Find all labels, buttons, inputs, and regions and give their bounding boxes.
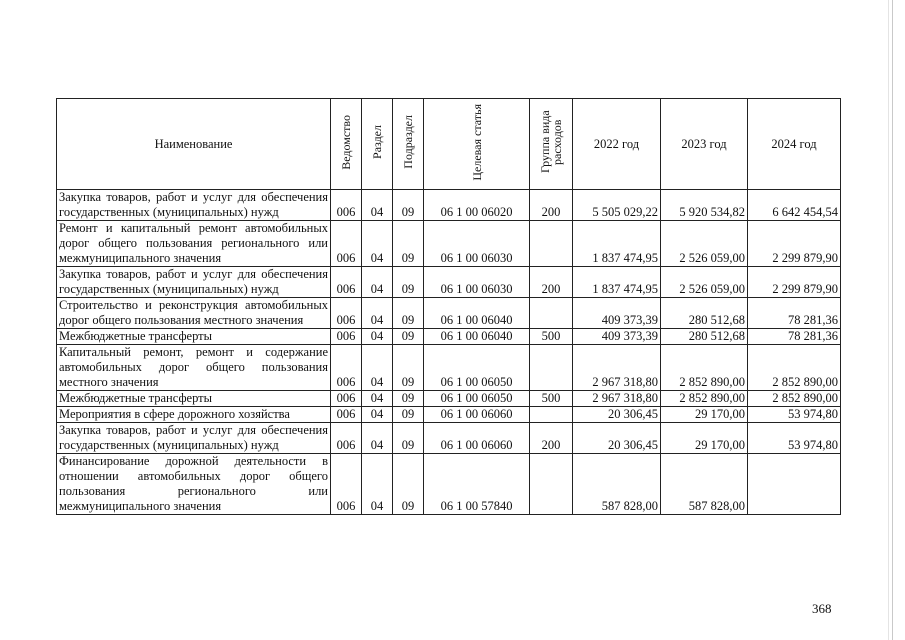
row-subsection: 09 (393, 454, 424, 515)
row-target-article: 06 1 00 06060 (424, 407, 530, 423)
header-name: Наименование (57, 99, 331, 190)
row-expense-group: 200 (530, 267, 573, 298)
row-department: 006 (331, 345, 362, 391)
row-subsection: 09 (393, 407, 424, 423)
row-target-article: 06 1 00 06030 (424, 267, 530, 298)
header-department: Ведомство (331, 99, 362, 190)
scan-edge-line (892, 0, 893, 640)
row-name: Мероприятия в сфере дорожного хозяйства (57, 407, 331, 423)
row-2022: 409 373,39 (573, 329, 661, 345)
row-2022: 1 837 474,95 (573, 221, 661, 267)
row-2023: 2 852 890,00 (661, 391, 748, 407)
row-subsection: 09 (393, 298, 424, 329)
row-section: 04 (362, 298, 393, 329)
row-department: 006 (331, 407, 362, 423)
row-department: 006 (331, 329, 362, 345)
row-2024: 2 852 890,00 (748, 391, 841, 407)
row-section: 04 (362, 407, 393, 423)
row-section: 04 (362, 423, 393, 454)
row-department: 006 (331, 221, 362, 267)
row-2023: 2 852 890,00 (661, 345, 748, 391)
row-2024: 2 852 890,00 (748, 345, 841, 391)
row-department: 006 (331, 298, 362, 329)
row-2023: 280 512,68 (661, 329, 748, 345)
row-target-article: 06 1 00 06050 (424, 345, 530, 391)
row-2024: 53 974,80 (748, 407, 841, 423)
table-row (57, 267, 841, 298)
row-2023: 29 170,00 (661, 407, 748, 423)
row-target-article: 06 1 00 06060 (424, 423, 530, 454)
row-target-article: 06 1 00 06040 (424, 298, 530, 329)
table-row (57, 345, 841, 391)
table-row (57, 329, 841, 345)
row-subsection: 09 (393, 329, 424, 345)
row-name: Закупка товаров, работ и услуг для обеспечения государственных (муниципальных) нужд (57, 267, 331, 298)
row-2023: 280 512,68 (661, 298, 748, 329)
row-expense-group: 500 (530, 329, 573, 345)
row-2022: 409 373,39 (573, 298, 661, 329)
row-subsection: 09 (393, 391, 424, 407)
page-number: 368 (812, 601, 832, 616)
row-name: Закупка товаров, работ и услуг для обеспечения государственных (муниципальных) нужд (57, 190, 331, 221)
row-name: Межбюджетные трансферты (57, 329, 331, 345)
row-section: 04 (362, 391, 393, 407)
row-section: 04 (362, 345, 393, 391)
row-2024 (748, 454, 841, 515)
row-2024: 78 281,36 (748, 298, 841, 329)
row-target-article: 06 1 00 06020 (424, 190, 530, 221)
row-expense-group: 500 (530, 391, 573, 407)
row-2022: 1 837 474,95 (573, 267, 661, 298)
row-2022: 2 967 318,80 (573, 345, 661, 391)
row-target-article: 06 1 00 06050 (424, 391, 530, 407)
row-target-article: 06 1 00 57840 (424, 454, 530, 515)
row-2024: 2 299 879,90 (748, 221, 841, 267)
table-row (57, 391, 841, 407)
row-expense-group (530, 407, 573, 423)
row-2024: 6 642 454,54 (748, 190, 841, 221)
row-name: Капитальный ремонт, ремонт и содержание автомобильных дорог общего пользования местного значения (57, 345, 331, 391)
row-target-article: 06 1 00 06040 (424, 329, 530, 345)
row-department: 006 (331, 190, 362, 221)
row-section: 04 (362, 221, 393, 267)
row-department: 006 (331, 267, 362, 298)
table-row (57, 407, 841, 423)
row-subsection: 09 (393, 345, 424, 391)
table-row (57, 190, 841, 221)
row-name: Межбюджетные трансферты (57, 391, 331, 407)
row-department: 006 (331, 391, 362, 407)
row-section: 04 (362, 190, 393, 221)
row-department: 006 (331, 423, 362, 454)
row-target-article: 06 1 00 06030 (424, 221, 530, 267)
row-name: Финансирование дорожной деятельности в отношении автомобильных дорог общего пользования регионального или межмуниципального значения (57, 454, 331, 515)
header-2024: 2024 год (748, 99, 841, 190)
row-2022: 20 306,45 (573, 407, 661, 423)
row-expense-group: 200 (530, 190, 573, 221)
row-2024: 2 299 879,90 (748, 267, 841, 298)
row-2024: 53 974,80 (748, 423, 841, 454)
row-subsection: 09 (393, 423, 424, 454)
row-expense-group (530, 345, 573, 391)
scan-edge-shadow (888, 0, 889, 640)
row-subsection: 09 (393, 221, 424, 267)
header-target-article: Целевая статья (424, 99, 530, 190)
row-subsection: 09 (393, 190, 424, 221)
budget-table (56, 98, 841, 515)
row-expense-group (530, 221, 573, 267)
row-subsection: 09 (393, 267, 424, 298)
row-2022: 20 306,45 (573, 423, 661, 454)
table-header-row (57, 99, 841, 190)
row-section: 04 (362, 454, 393, 515)
header-2023: 2023 год (661, 99, 748, 190)
row-expense-group: 200 (530, 423, 573, 454)
row-name: Ремонт и капитальный ремонт автомобильных дорог общего пользования регионального или межмуниципального значения (57, 221, 331, 267)
header-2022: 2022 год (573, 99, 661, 190)
row-2022: 2 967 318,80 (573, 391, 661, 407)
row-section: 04 (362, 329, 393, 345)
table-row (57, 298, 841, 329)
row-2023: 29 170,00 (661, 423, 748, 454)
row-2022: 5 505 029,22 (573, 190, 661, 221)
row-2023: 2 526 059,00 (661, 267, 748, 298)
row-department: 006 (331, 454, 362, 515)
row-2023: 5 920 534,82 (661, 190, 748, 221)
row-2022: 587 828,00 (573, 454, 661, 515)
row-name: Закупка товаров, работ и услуг для обеспечения государственных (муниципальных) нужд (57, 423, 331, 454)
row-expense-group (530, 298, 573, 329)
table-row (57, 454, 841, 515)
row-2023: 2 526 059,00 (661, 221, 748, 267)
table-row (57, 423, 841, 454)
header-section: Раздел (362, 99, 393, 190)
row-section: 04 (362, 267, 393, 298)
row-2023: 587 828,00 (661, 454, 748, 515)
table-row (57, 221, 841, 267)
row-expense-group (530, 454, 573, 515)
header-subsection: Подраздел (393, 99, 424, 190)
row-name: Строительство и реконструкция автомобильных дорог общего пользования местного значения (57, 298, 331, 329)
row-2024: 78 281,36 (748, 329, 841, 345)
header-expense-group: Группа вида расходов (530, 99, 573, 190)
